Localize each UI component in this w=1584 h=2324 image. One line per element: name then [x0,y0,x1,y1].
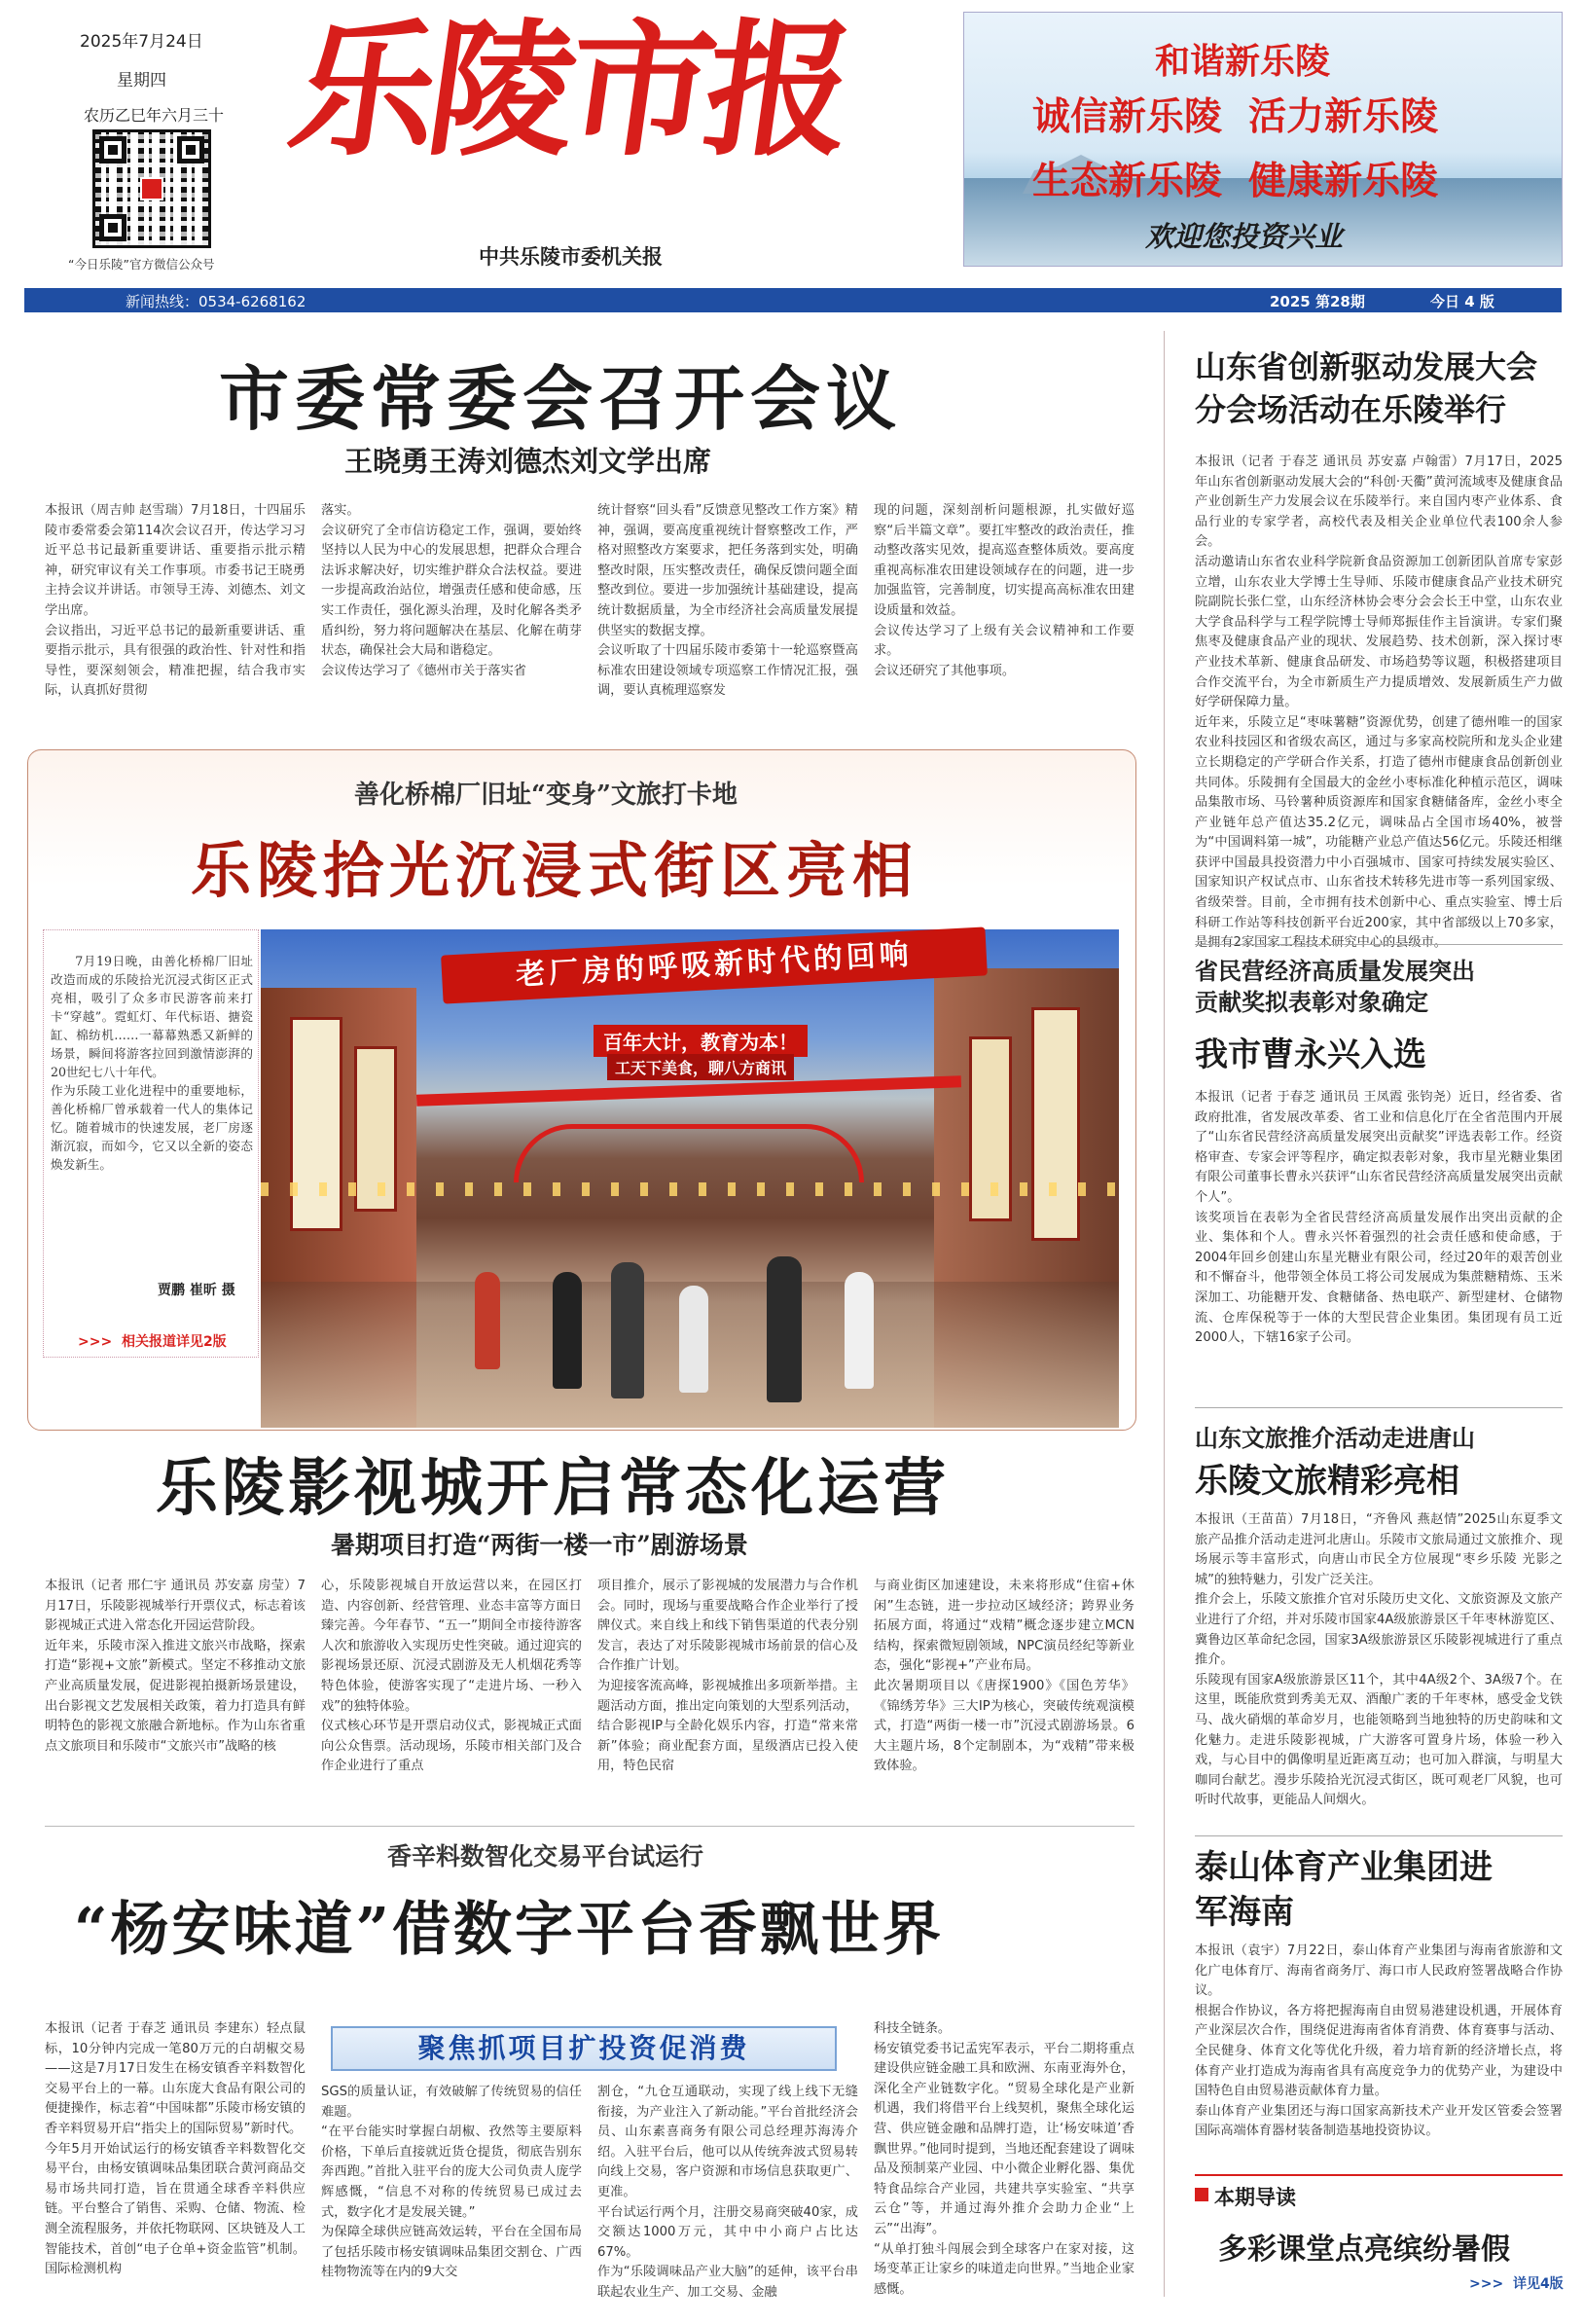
spice-column-4: 科技全链条。 杨安镇党委书记孟宪军表示，平台二期将重点建设供应链金融工具和欧洲、东南亚海外仓，深化全产业链数字化。“贸易全球化是产业新机遇，我们将借平台上线契机，聚焦全球化运营、供应链金融和品牌打造，让‘杨安味道’香飘世界。”他同时提到，当地还配套建设了调味品及预制菜产业园、中小微企业孵化器、集优特食品综合产业园，共建共享实验室、“共享云仓”等，并通过海外推介会助力企业“上云”“出海”。 “从单打独斗闯展会到全球客户在家对接，这场变革正让家乡的味道走向世界。”当地企业家感慨。 [874,2021,1134,2297]
film-headline: 乐陵影视城开启常态化运营 [156,1452,950,1525]
film-column-4: 与商业街区加速建设，未来将形成“住宿+休闲”生态链，进一步拉动区域经济；跨界业务拓展方面，将通过“戏精”概念逐步建立MCN结构，探索微短剧领域，NPC演员经纪等新业态，强化“影视+”产业布局。 此次暑期项目以《唐探1900》《国色芳华》《锦绣芳华》三大IP为核心，突破传统观演模式，打造“两街一楼一市”沉浸式剧游场景。6大主题片场，8个定制剧本，为“戏精”带来极致体验。 [874,1579,1134,1774]
film-subhead: 暑期项目打造“两街一楼一市”剧游场景 [331,1531,748,1559]
spice-column-3: 割仓，“九仓互通联动，实现了线上线下无缝衔接，为产业注入了新动能。”平台首批经济会员、山东素喜商务有限公司总经理苏海涛介绍。入驻平台后，他可以从传统奔波式贸易转向线上交易，客户资源和市场信息获取更广、更准。 平台试运行两个月，注册交易商突破40家，成交额达1000万元，其中中小商户占比达67%。 作为“乐陵调味品产业大脑”的延伸，该平台串联起农业生产、加工交易、金融 [597,2085,858,2300]
lead-headline: 市委常委会召开会议 [219,357,903,440]
film-column-1: 本报讯（记者 邢仁宇 通讯员 苏安嘉 房莹）7月17日，乐陵影视城举行开票仪式，标志着该影视城正式进入常态化开园运营阶段。 近年来，乐陵市深入推进文旅兴市战略，探索打造“影视+文旅”新模式。坚定不移推动文旅产业高质量发展，促进影视拍摄新场景建设，出台影视文艺发展相关政策，着力打造具有鲜明特色的影视文旅融合新地标。作为山东省重点文旅项目和乐陵市“文旅兴市”战略的核 [45,1579,306,1754]
info-bar [24,288,1562,312]
photo-sign-text-2: 工天下美食，聊八方商讯 [607,1054,794,1080]
section-divider [45,1826,1134,1827]
spice-column-1: 本报讯（记者 于春芝 通讯员 李建东）轻点鼠标，10分钟内完成一笔80万元的白胡椒交易——这是7月17日发生在杨安镇香辛料数智化交易平台上的一幕。山东庞大食品有限公司的便捷操作，标志着“中国味都”乐陵市杨安镇的香辛料贸易开启“指尖上的国际贸易”新时代。 今年5月开始试运行的杨安镇香辛料数智化交易平台，由杨安镇调味品集团联合黄河商品交易市场共同打造，旨在贯通全球香辛料供应链。平台整合了销售、采购、仓储、物流、检测全流程服务，并依托物联网、区块链及人工智能技术，首创“电子仓单+资金监管”机制。国际检测机构 [45,2021,306,2277]
newspaper-title: 乐陵市报 [279,5,857,176]
right3-body: 本报讯（王苗苗）7月18日，“齐鲁风 燕赵情”2025山东夏季文旅产品推介活动走进河北唐山。乐陵市文旅局通过文旅推介、现场展示等丰富形式，向唐山市民全方位展现“枣乡乐陵 光影之城”的独特魅力，引发广泛关注。 推介会上，乐陵文旅推介官对乐陵历史文化、文旅资源及文旅产业进行了介绍，并对乐陵市国家4A级旅游景区千年枣林游览区、冀鲁边区革命纪念园，国家3A级旅游景区乐陵影视城进行了重点推介。 乐陵现有国家A级旅游景区11个，其中4A级2个、3A级7个。在这里，既能欣赏到秀美无双、酒酿广袤的千年枣林，感受金戈铁马、战火硝烟的革命岁月，也能领略到当地独特的历史韵味和文化魅力。走进乐陵影视城，广大游客可置身片场，体验一秒入戏，与心目中的偶像明星近距离互动；也可加入群演，与明星大咖同台献艺。漫步乐陵拾光沉浸式街区，既可观老厂风貌，也可听时代故事，更能品人间烟火。 [1195,1512,1563,1808]
feature-kicker: 善化桥棉厂旧址“变身”文旅打卡地 [354,781,738,810]
lead-column-1: 本报讯（周吉帅 赵雪瑞）7月18日，十四届乐陵市委常委会第114次会议召开，传达学习习近平总书记最新重要讲话、重要指示批示精神，研究审议有关工作事项。市委书记王晓勇主持会议并讲话。市领导王涛、刘德杰、刘文学出席。 会议指出，习近平总书记的最新重要讲话、重要指示批示，具有很强的政治性、针对性和指导性，要深刻领会，精准把握，结合我市实际，认真抓好贯彻 [45,503,306,699]
news-hotline: 新闻热线：0534-6268162 [126,293,306,310]
masthead-ad [963,12,1563,267]
feature-credit: 贾鹏 崔昕 摄 [158,1283,235,1298]
issue-number: 2025 第28期 [1270,293,1365,310]
issue-weekday: 星期四 [117,71,166,91]
newspaper-subtitle: 中共乐陵市委机关报 [479,244,663,269]
lead-column-4: 现的问题，深刻剖析问题根源，扎实做好巡察“后半篇文章”。要扛牢整改的政治责任，推动整改落实见效，提高巡查整体质效。要高度重视高标准农田建设领域存在的问题，进一步加强监管，完善制度，切实提高高标准农田建设质量和效益。 会议传达学习了上级有关会议精神和工作要求。 会议还研究了其他事项。 [874,503,1134,678]
photo-banner-text: 老厂房的呼吸新时代的回响 [441,926,988,1003]
page-count: 今日 4 版 [1430,293,1494,310]
campaign-banner-text: 聚焦抓项目扩投资促消费 [417,2032,750,2064]
ad-line-2: 诚信新乐陵 活力新乐陵 [1032,94,1439,139]
spice-kicker: 香辛料数智化交易平台试运行 [387,1842,704,1870]
ad-line-1: 和谐新乐陵 [1155,41,1331,82]
campaign-banner [331,2026,837,2071]
guide-item[interactable]: 多彩课堂点亮缤纷暑假 [1218,2233,1510,2267]
ad-line-3: 生态新乐陵 健康新乐陵 [1032,159,1439,203]
guide-more-link[interactable]: >>> 详见4版 [1469,2276,1564,2292]
right2-headline: 我市曹永兴入选 [1195,1035,1426,1074]
film-column-2: 心，乐陵影视城自开放运营以来，在园区打造、内容创新、经营管理、业态丰富等方面日臻完善。今年春节、“五一”期间全市接待游客人次和旅游收入实现历史性突破。通过迎宾的影视场景还原、沉浸式剧游及无人机烟花秀等特色体验，使游客实现了“走进片场、一秒入戏”的独特体验。 仪式核心环节是开票启动仪式，影视城正式面向公众售票。活动现场，乐陵市相关部门及合作企业进行了重点 [321,1579,582,1774]
right-divider-3 [1195,1835,1563,1836]
qr-caption: “今日乐陵”官方微信公众号 [68,257,215,272]
spice-column-2: SGS的质量认证，有效破解了传统贸易的信任难题。 “在平台能实时掌握白胡椒、孜然等主要原料价格，下单后直接就近货仓提货，彻底告别东奔西跑。”首批入驻平台的庞大公司负责人庞学辉感慨，“信息不对称的传统贸易已成过去式，数字化才是发展关键。” 为保障全球供应链高效运转，平台在全国布局了包括乐陵市杨安镇调味品集团交割仓、广西桂物物流等在内的9大交 [321,2085,582,2280]
right-column-divider [1164,331,1165,2297]
right3-headline: 乐陵文旅精彩亮相 [1195,1462,1459,1501]
lead-subhead: 王晓勇王涛刘德杰刘文学出席 [344,445,712,478]
guide-box [1195,2174,1563,2301]
right3-kicker: 山东文旅推介活动走进唐山 [1195,1424,1475,1452]
right-divider-2 [1195,1407,1563,1408]
lead-column-3: 统计督察“回头看”反馈意见整改工作方案》精神，强调，要高度重视统计督察整改工作，严格对照整改方案要求，把任务落到实处，明确整改时限，压实整改责任，确保反馈问题全面整改到位。要进一步加强统计基础建设，提高统计数据质量，为全市经济社会高质量发展提供坚实的数据支撑。 会议听取了十四届乐陵市委第十一轮巡察暨高标准农田建设领域专项巡察工作情况汇报，强调，要认真梳理巡察发 [597,503,858,699]
issue-date: 2025年7月24日 [80,32,203,52]
right1-headline: 山东省创新驱动发展大会分会场活动在乐陵举行 [1195,348,1538,428]
guide-label: 本期导读 [1214,2185,1296,2209]
feature-headline: 乐陵拾光沉浸式街区亮相 [191,835,919,906]
lunar-date: 农历乙巳年六月三十 [84,106,225,125]
right4-body: 本报讯（袁宇）7月22日，泰山体育产业集团与海南省旅游和文化广电体育厅、海南省商务厅、海口市人民政府签署战略合作协议。 根据合作协议，各方将把握海南自由贸易港建设机遇，开展体育产业深层次合作，围绕促进海南省体育消费、体育赛事与活动、全民健身、体育文化等优化升级，着力培育新的经济增长点，将体育产业打造成为海南省具有高度竞争力的优势产业，为建设中国特色自由贸易港贡献体育力量。 泰山体育产业集团还与海口国家高新技术产业开发区管委会签署国际高端体育器材装备制造基地投资协议。 [1195,1943,1563,2139]
masthead [0,0,1584,292]
spice-headline: “杨安味道”借数字平台香飘世界 [74,1896,945,1964]
right2-body: 本报讯（记者 于春芝 通讯员 王凤霞 张钧尧）近日，经省委、省政府批准，省发展改革委、省工业和信息化厅在全省范围内开展了“山东省民营经济高质量发展突出贡献奖”评选表彰工作。经资格审查、专家会评等程序，确定拟表彰对象，我市星光糖业集团有限公司董事长曹永兴获评“山东省民营经济高质量发展突出贡献个人”。 该奖项旨在表彰为全省民营经济高质量发展作出突出贡献的企业、集体和个人。曹永兴怀着强烈的社会责任感和使命感，于2004年回乡创建山东星光糖业有限公司，经过20年的艰苦创业和不懈奋斗，他带领全体员工将公司发展成为集蔗糖精炼、玉米深加工、功能糖开发、食糖储备、热电联产、新型建材、仓储物流、仓库保税等于一体的大型民营企业集团。集团现有员工近2000人，下辖16家子公司。 [1195,1090,1563,1346]
ad-line-4: 欢迎您投资兴业 [1145,220,1344,253]
right2-kicker: 省民营经济高质量发展突出贡献奖拟表彰对象确定 [1195,957,1475,1016]
lead-column-2: 落实。 会议研究了全市信访稳定工作，强调，要始终坚持以人民为中心的发展思想，把群众合理合法诉求解决好，切实维护群众合法权益。要进一步提高政治站位，增强责任感和使命感，压实工作责任，强化源头治理，及时化解各类矛盾纠纷，努力将问题解决在基层、化解在萌芽状态，确保社会大局和谐稳定。 会议传达学习了《德州市关于落实省 [321,503,582,678]
street-photo [261,929,1119,1428]
right4-headline: 泰山体育产业集团进军海南 [1195,1848,1493,1932]
photo-sign-text: 百年大计，教育为本！ [594,1025,808,1057]
right1-body: 本报讯（记者 于春芝 通讯员 苏安嘉 卢翰雷）7月17日，2025年山东省创新驱动发展大会的“科创·天衢”黄河流域枣及健康食品产业创新生产力发展会议在乐陵举行。来自国内枣产业体系、食品行业的专家学者，高校代表及相关企业单位代表100余人参会。 活动邀请山东省农业科学院新食品资源加工创新团队首席专家彭立增，山东农业大学博士生导师、乐陵市健康食品产业技术研究院副院长张仁堂，山东经济林协会枣分会会长王中堂，山东农业大学食品科学与工程学院博士导师郑振佳作主旨演讲。专家们聚焦枣及健康食品产业的现状、发展趋势、技术创新，深入探讨枣产业技术革新、健康食品研发、市场趋势等议题，积极搭建项目合作交流平台，为全市新质生产力提质增效、发展新质生产力做好学研保障力量。 近年来，乐陵立足“枣味薯糖”资源优势，创建了德州唯一的国家农业科技园区和省级农高区，通过与多家高校院所和龙头企业建立长期稳定的产学研合作关系，打造了德州市健康食品创新创业共同体。乐陵拥有全国最大的金丝小枣标准化种植示范区，调味品集散市场、马铃薯种质资源库和国家食糖储备库，金丝小枣全产业链年总产值达35.2亿元，调味品占全国市场40%，被誉为“中国调料第一城”，功能糖产业总产值达56亿元。乐陵还相继获评中国最具投资潜力中小百强城市、国家可持续发展实验区、国家知识产权试点市、山东省技术转移先进市等一系列国家级、省级荣誉。目前，全市拥有技术创新中心、重点实验室、博士后科研工作站等科技创新平台近200家，其中省部级以上70多家，是拥有2家国家工程技术研究中心的县级市。 [1195,454,1563,951]
feature-more-link[interactable]: >>> 相关报道详见2版 [78,1334,227,1350]
film-column-3: 项目推介，展示了影视城的发展潜力与合作机会。同时，现场与重要战略合作企业举行了授牌仪式。来自线上和线下销售渠道的代表分别发言，表达了对乐陵影视城市场前景的信心及合作推广计划。 为迎接客流高峰，影视城推出多项新举措。主题活动方面，推出定向策划的大型系列活动，结合影视IP与全龄化娱乐内容，打造“常来常新”体验；商业配套方面，星级酒店已投入使用，特色民宿 [597,1579,858,1774]
feature-caption: 7月19日晚，由善化桥棉厂旧址改造而成的乐陵拾光沉浸式街区正式亮相，吸引了众多市民游客前来打卡“穿越”。霓虹灯、年代标语、搪瓷缸、棉纺机……一幕幕熟悉又新鲜的场景，瞬间将游客拉回到激情澎湃的20世纪七八十年代。 作为乐陵工业化进程中的重要地标，善化桥棉厂曾承载着一代人的集体记忆。随着城市的快速发展，老厂房逐渐沉寂，而如今，它又以全新的姿态焕发新生。 [51,954,253,1172]
qr-code-icon[interactable] [92,129,211,248]
right-divider-1 [1195,944,1563,945]
